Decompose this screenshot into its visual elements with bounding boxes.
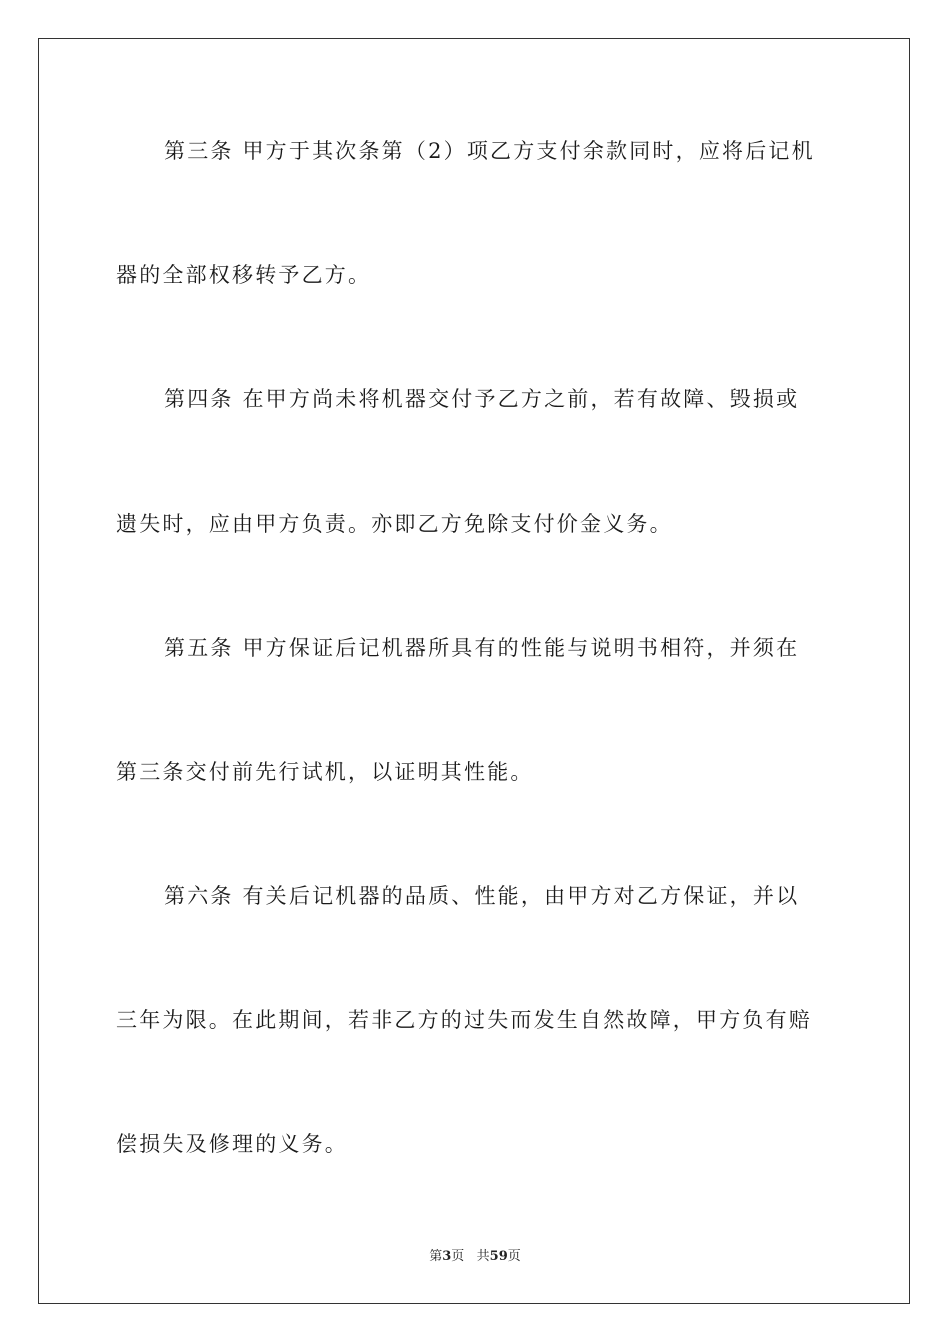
footer-page-number: 3: [442, 1249, 452, 1264]
article-4-line-1: 第四条 在甲方尚未将机器交付予乙方之前，若有故障、毁损或: [164, 387, 800, 411]
article-6-line-3: 偿损失及修理的义务。: [116, 1132, 348, 1156]
footer-page-prefix: 第: [429, 1249, 443, 1264]
article-4-line-2: 遗失时，应由甲方负责。亦即乙方免除支付价金义务。: [116, 512, 673, 536]
footer-page-suffix: 页 共: [451, 1249, 490, 1264]
article-3-line-1: 第三条 甲方于其次条第（2）项乙方支付余款同时，应将后记机: [164, 139, 815, 163]
article-6-line-1: 第六条 有关后记机器的品质、性能，由甲方对乙方保证，并以: [164, 884, 800, 908]
page-border: [38, 38, 910, 1304]
page-footer: [0, 1248, 950, 1266]
article-5-line-1: 第五条 甲方保证后记机器所具有的性能与说明书相符，并须在: [164, 636, 800, 660]
footer-total-suffix: 页: [507, 1249, 521, 1264]
article-5-line-2: 第三条交付前先行试机，以证明其性能。: [116, 760, 534, 784]
article-6-line-2: 三年为限。在此期间，若非乙方的过失而发生自然故障，甲方负有赔: [116, 1008, 812, 1032]
footer-total-pages: 59: [489, 1249, 508, 1264]
article-3-line-2: 器的全部权移转予乙方。: [116, 263, 372, 287]
